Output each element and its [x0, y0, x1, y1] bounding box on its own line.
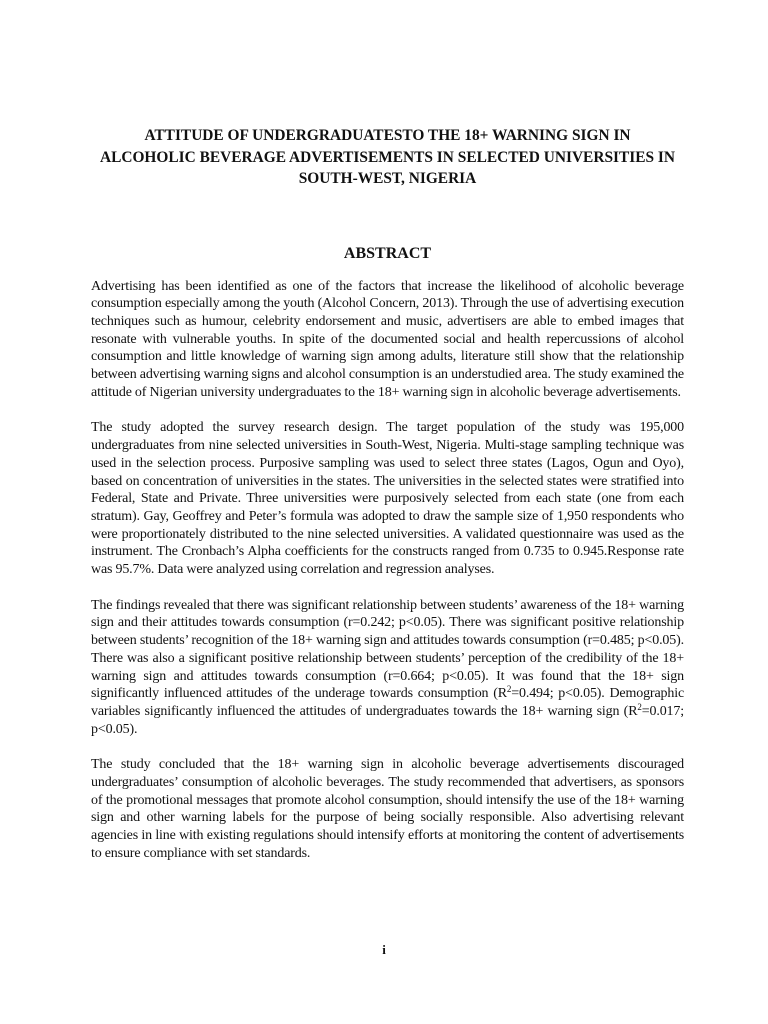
document-title: ATTITUDE OF UNDERGRADUATESTO THE 18+ WARNING SIGN IN ALCOHOLIC BEVERAGE ADVERTISEMENTS IN SELECTED UNIVERSITIES IN SOUTH-WEST, NIGERIA: [99, 127, 676, 187]
findings-text-part1: The findings revealed that there was significant relationship between students’ awareness of the 18+ warning sign and their attitudes towards consumption (r=0.242; p<0.05). There was significant positive relationship between students’ recognition of the 18+ warning sign and attitudes towards consumption (r=0.485; p<0.05). There was also a significant positive relationship between students’ perception of the credibility of the 18+ warning sign and attitudes towards consumption (r=0.664; p<0.05). It was found that the 18+ sign significantly influenced attitudes of the underage towards consumption (R: [91, 597, 684, 702]
r-squared-superscript: 2: [637, 702, 642, 713]
abstract-paragraph-findings: [91, 597, 684, 739]
abstract-paragraph-introduction: Advertising has been identified as one of the factors that increase the likelihood of alcoholic beverage consumption especially among the youth (Alcohol Concern, 2013). Through the use of advertising execution techniques such as humour, celebrity endorsement and music, advertisers are able to embed images that resonate with vulnerable youths. In spite of the documented social and health repercussions of alcohol consumption and little knowledge of warning sign among adults, literature still show that the relationship between advertising warning signs and alcohol consumption is an understudied area. The study examined the attitude of Nigerian university undergraduates to the 18+ warning sign in alcoholic beverage advertisements.: [91, 278, 684, 400]
abstract-paragraph-methodology: The study adopted the survey research design. The target population of the study was 195,000 undergraduates from nine selected universities in South-West, Nigeria. Multi-stage sampling technique was used in the selection process. Purposive sampling was used to select three states (Lagos, Ogun and Oyo), based on concentration of universities in the states. The universities in the selected states were stratified into Federal, State and Private. Three universities were purposively selected from each state (one from each stratum). Gay, Geoffrey and Peter’s formula was adopted to draw the sample size of 1,950 respondents who were proportionately distributed to the nine selected universities. A validated questionnaire was used as the instrument. The Cronbach’s Alpha coefficients for the constructs ranged from 0.735 to 0.945.Response rate was 95.7%. Data were analyzed using correlation and regression analyses.: [91, 420, 684, 578]
page-number: i: [382, 942, 386, 957]
findings-text-part2: =0.494; p<0.05). Demographic variables significantly influenced the attitudes of undergraduates towards the 18+ warning sign (R: [91, 686, 685, 719]
r-squared-superscript: 2: [506, 684, 512, 695]
findings-text-part3: =0.017; p<0.05).: [91, 703, 684, 737]
abstract-paragraph-conclusion: The study concluded that the 18+ warning sign in alcoholic beverage advertisements discouraged undergraduates’ consumption of alcoholic beverages. The study recommended that advertisers, as sponsors of the promotional messages that promote alcohol consumption, should intensify the use of the 18+ warning sign and other warning labels for the purpose of being socially responsible. Also advertising relevant agencies in line with existing regulations should intensify efforts at monitoring the content of advertisements to ensure compliance with set standards.: [91, 757, 684, 861]
abstract-heading: ABSTRACT: [343, 244, 432, 262]
